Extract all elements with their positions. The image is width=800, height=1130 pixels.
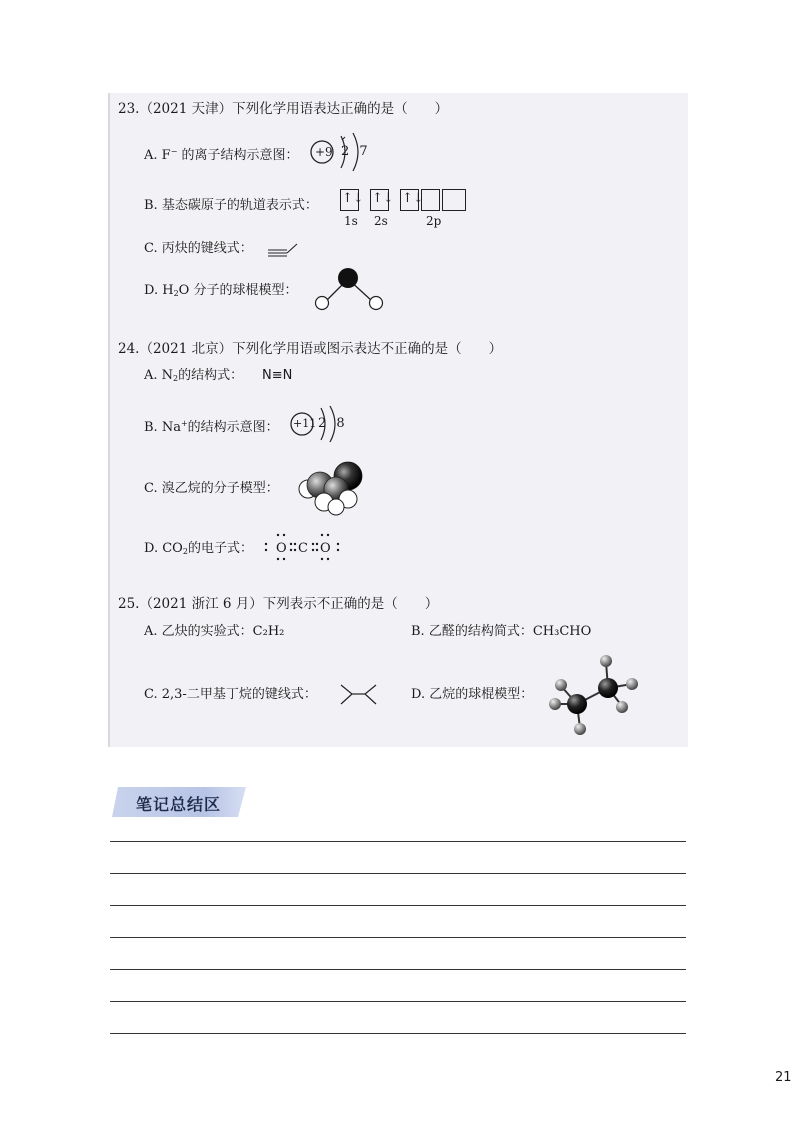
note-line[interactable] — [110, 937, 686, 938]
svg-text:C: C — [298, 541, 308, 556]
note-line[interactable] — [110, 873, 686, 874]
n2-structural-formula: N≡N — [262, 368, 293, 383]
q24-option-c: C. 溴乙烷的分子模型： — [144, 481, 279, 496]
q25-option-c: C. 2,3-二甲基丁烷的键线式： — [144, 687, 317, 702]
orbital-box-2p-3 — [442, 189, 466, 211]
q24-option-b: B. Na+的结构示意图： — [144, 419, 279, 435]
q23-heading: 23.（2021 天津）下列化学用语表达正确的是（ ） — [118, 101, 449, 117]
note-line[interactable] — [110, 1001, 686, 1002]
propyne-skeletal-formula — [267, 240, 299, 258]
q24-option-a: A. $N_2$的结构式： — [144, 368, 244, 383]
fluoride-shell-electrons: 2 7 — [341, 144, 368, 159]
co2-electron-dot-formula — [260, 532, 348, 562]
q23-option-d: D. $H_2O$ 分子的球棍模型： — [144, 283, 298, 298]
orbital-label-1s: 1s — [344, 214, 358, 228]
orbital-box-1s: ↑↓ — [340, 189, 359, 211]
q25-option-b: B. 乙醛的结构简式：CH₃CHO — [411, 624, 592, 639]
ethane-ball-stick-model — [544, 652, 644, 740]
svg-text:O: O — [320, 541, 331, 556]
note-line[interactable] — [110, 841, 686, 842]
q23-option-c: C. 丙炔的键线式： — [144, 241, 253, 256]
notes-title-label: 笔记总结区 — [136, 795, 222, 814]
water-ball-stick-model — [310, 265, 390, 313]
note-line[interactable] — [110, 905, 686, 906]
svg-text:O: O — [276, 541, 287, 556]
notes-section-title — [112, 787, 246, 817]
orbital-label-2p: 2p — [426, 214, 442, 228]
fluoride-nucleus-label: +9 — [315, 145, 333, 159]
sodium-shell-electrons: 2 8 — [318, 416, 345, 431]
orbital-box-2p-2 — [421, 189, 440, 211]
q23-option-a: A. F− 的离子结构示意图： — [144, 147, 299, 163]
orbital-box-2s: ↑↓ — [370, 189, 389, 211]
q25-heading: 25.（2021 浙江 6 月）下列表示不正确的是（ ） — [118, 596, 439, 612]
bromoethane-space-filling-model — [294, 457, 366, 519]
q23-option-b: B. 基态碳原子的轨道表示式： — [144, 198, 318, 213]
dimethylbutane-skeletal-formula — [340, 683, 380, 707]
q24-option-d: D. $CO_2$的电子式： — [144, 541, 253, 556]
orbital-label-2s: 2s — [374, 214, 388, 228]
sodium-nucleus-label: +11 — [293, 417, 317, 430]
q24-heading: 24.（2021 北京）下列化学用语或图示表达不正确的是（ ） — [118, 341, 503, 357]
page-number: 21 — [775, 1070, 792, 1085]
q25-option-d: D. 乙烷的球棍模型： — [411, 687, 534, 702]
note-line[interactable] — [110, 969, 686, 970]
note-line[interactable] — [110, 1033, 686, 1034]
q25-option-a: A. 乙炔的实验式：C₂H₂ — [144, 624, 285, 639]
orbital-box-2p-1: ↑↓ — [400, 189, 419, 211]
